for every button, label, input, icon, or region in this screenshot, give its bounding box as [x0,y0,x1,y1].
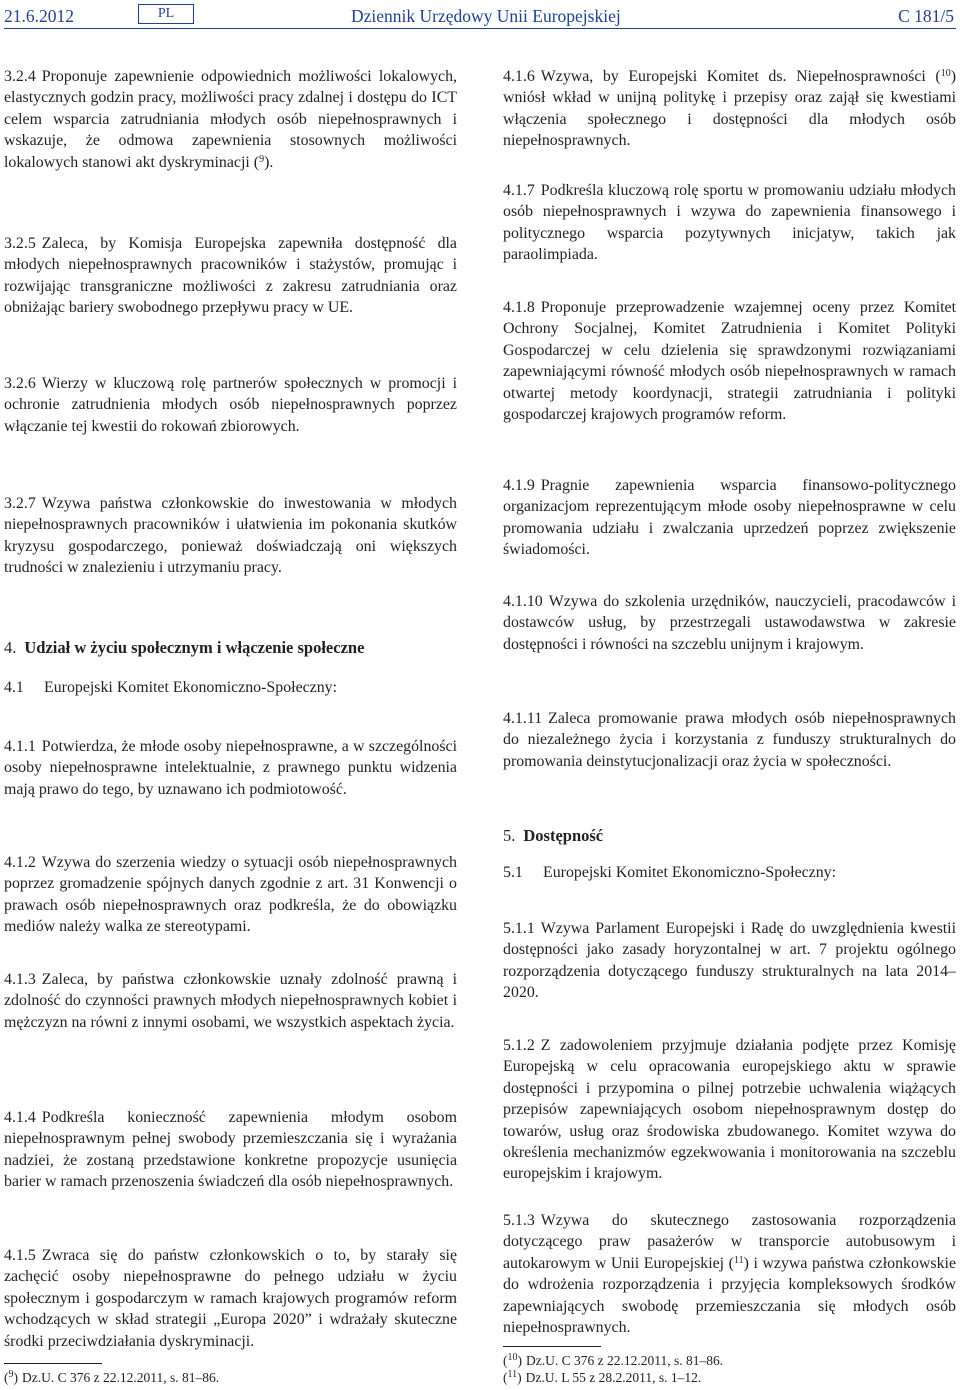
footnote-number: 10 [507,1352,518,1363]
subsection-text: Europejski Komitet Ekonomiczno-Społeczny: [44,679,338,696]
paragraph-3-2-5 [4,233,457,319]
paragraph-5-1-3 [503,1210,956,1338]
paragraph-number: 3.2.5 [4,235,36,252]
subsection-number: 4.1 [4,679,24,696]
paragraph-number: 4.1.11 [503,710,543,727]
paragraph-number: 5.1.3 [503,1212,535,1229]
journal-title: Dziennik Urzędowy Unii Europejskiej [351,6,621,26]
section-number: 4. [4,638,17,657]
section-heading-4 [4,637,457,658]
paragraph-3-2-4 [4,66,457,173]
paragraph-number: 4.1.10 [503,593,543,610]
page-header [0,4,960,34]
section-number: 5. [503,826,516,845]
paragraph-5-1-1 [503,918,956,1004]
paragraph-number: 3.2.6 [4,375,36,392]
paragraph-number: 4.1.8 [503,299,535,316]
paragraph-number: 4.1.3 [4,971,36,988]
paragraph-4-1-5 [4,1245,457,1352]
paragraph-4-1-9 [503,475,956,561]
paragraph-text: Wzywa, by Europejski Komitet ds. Niepełnosprawności ( [540,68,941,85]
paragraph-number: 4.1.7 [503,182,535,199]
footnote-number: 9 [8,1369,14,1380]
paragraph-number: 5.1.2 [503,1037,535,1054]
paragraph-text: Pragnie zapewnienia wsparcia finansowo-politycznego organizacjom reprezentującym młode osoby niepełnosprawne w celu promowania udziału i zwalczania uprzedzeń poprzez zwiększenie świadomości. [503,477,956,559]
footnote-mark: ($^9$) [4,1369,18,1385]
section-title: Dostępność [523,826,604,845]
paragraph-4-1-1 [4,736,457,800]
subsection-5-1 [503,862,956,883]
subsection-text: Europejski Komitet Ekonomiczno-Społeczny: [543,864,837,881]
paragraph-text: Wzywa do szerzenia wiedzy o sytuacji osób niepełnosprawnych poprzez gromadzenie spójnych danych zgodnie z art. 31 Konwencji o prawach osób niepełnosprawnych oraz podkreśla, że do obowiązku mediów należy walka ze stereotypami. [4,854,457,936]
page-reference: C 181/5 [898,6,954,26]
paragraph-text: Podkreśla konieczność zapewnienia młodym osobom niepełnosprawnym pełnej swobody przemieszczania się i wyrażania nadziei, że zostaną przedstawione konkretne propozycje usunięcia barier w ramach przenoszenia świadczeń dla osób niepełnosprawnych. [4,1109,457,1191]
footnote-11 [503,1369,701,1386]
section-title: Udział w życiu społecznym i włączenie społeczne [24,638,365,657]
paragraph-number: 4.1.6 [503,68,535,85]
footnote-text: Dz.U. C 376 z 22.12.2011, s. 81–86. [22,1370,220,1385]
paragraph-text: Proponuje przeprowadzenie wzajemnej oceny przez Komitet Ochrony Socjalnej, Komitet Zatrudnienia i Komitet Polityki Gospodarczej w celu dzielenia się sprawdzonymi rozwiązaniami zapewniającymi równość młodych osób niepełnosprawnych w ramach otwartej metody koordynacji, strategii zatrudniania i polityki gospodarczej krajowych programów reform. [503,299,956,424]
paragraph-3-2-7 [4,493,457,579]
paragraph-number: 4.1.5 [4,1247,36,1264]
paragraph-text: Zaleca promowanie prawa młodych osób niepełnosprawnych do niezależnego życia i korzystania z funduszy strukturalnych do promowania deinstytucjonalizacji oraz życia w społeczności. [503,710,956,770]
footnote-number: 11 [507,1369,518,1380]
paragraph-number: 4.1.1 [4,738,36,755]
paragraph-text: Potwierdza, że młode osoby niepełnosprawne, a w szczególności osoby niepełnosprawne intelektualnie, z prawnego punktu widzenia mają prawo do tego, by uznawano ich podmiotowość. [4,738,457,798]
paragraph-text: Zaleca, by państwa członkowskie uznały zdolność prawną i zdolność do czynności prawnych młodych niepełnosprawnych kobiet i mężczyzn na równi z innymi osobami, we wszystkich aspektach życia. [4,971,457,1031]
paragraph-number: 4.1.9 [503,477,535,494]
paragraph-text: Zwraca się do państw członkowskich o to, by starały się zachęcić osoby niepełnosprawne do pełnego udziału w życiu społecznym i gospodarczym w ramach krajowych programów reform wchodzących w skład strategii „Europa 2020” i wdrażały skuteczne środki przeciwdziałania dyskryminacji. [4,1247,457,1350]
paragraph-4-1-2 [4,852,457,938]
paragraph-number: 4.1.2 [4,854,36,871]
paragraph-4-1-7 [503,180,956,266]
footnote-ref[interactable]: 11 [733,1254,744,1266]
paragraph-number: 3.2.7 [4,495,36,512]
paragraph-4-1-10 [503,591,956,655]
paragraph-text: Wierzy w kluczową rolę partnerów społecznych w promocji i ochronie zatrudnienia młodych osób niepełnosprawnych poprzez włączanie tej kwestii do rokowań zbiorowych. [4,375,457,435]
paragraph-text-tail: ). [264,153,274,171]
footnote-10 [503,1352,723,1369]
subsection-4-1 [4,677,457,698]
paragraph-number: 3.2.4 [4,68,36,85]
subsection-number: 5.1 [503,864,523,881]
paragraph-3-2-6 [4,373,457,437]
paragraph-4-1-8 [503,297,956,425]
paragraph-5-1-2 [503,1035,956,1185]
paragraph-text: Wzywa do szkolenia urzędników, nauczycieli, pracodawców i dostawców usług, by przestrzegali ustawodawstwa w zakresie dostępności i równości na szczeblu unijnym i krajowym. [503,593,956,653]
footnote-rule [4,1363,102,1364]
language-badge: PL [138,4,194,24]
footnote-mark: ($^{10}$) [503,1352,522,1368]
paragraph-text: Wzywa Parlament Europejski i Radę do uwzględnienia kwestii dostępności jako zasady horyzontalnej w art. 7 projektu ogólnego rozporządzenia dotyczącego funduszy strukturalnych na lata 2014–2020. [503,920,956,1002]
paragraph-4-1-6 [503,66,956,152]
paragraph-4-1-3 [4,969,457,1033]
footnote-ref[interactable]: 10 [940,68,951,79]
paragraph-number: 4.1.4 [4,1109,36,1126]
paragraph-text: Wzywa państwa członkowskie do inwestowania w młodych niepełnosprawnych pracowników i ułatwienia im pokonania skutków kryzysu gospodarczego, ponieważ doświadczają oni większych trudności w znalezieniu i utrzymaniu pracy. [4,495,457,577]
section-heading-5 [503,825,956,846]
paragraph-text-tail: ) i wzywa państwa członkowskie do wdrożenia rozporządzenia i przyjęcia kompleksowych środków zapewniających swobodę przemieszczania się młodych osób niepełnosprawnych. [503,1254,956,1337]
publication-date: 21.6.2012 [4,6,74,26]
footnote-text: Dz.U. L 55 z 28.2.2011, s. 1–12. [525,1370,702,1385]
footnote-rule [503,1346,601,1347]
paragraph-text: Proponuje zapewnienie odpowiednich możliwości lokalowych, elastycznych godzin pracy, możliwości pracy zdalnej i dostępu do ICT celem wsparcia zatrudniania młodych osób niepełnosprawnych i wskazuje, że odmowa zapewnienia stosownych możliwości lokalowych stanowi akt dyskryminacji ( [4,68,457,171]
footnote-text: Dz.U. C 376 z 22.12.2011, s. 81–86. [526,1353,724,1368]
paragraph-4-1-11 [503,708,956,772]
paragraph-text-tail: ) wniósł wkład w unijną politykę i przepisy oraz zajął się kwestiami włączenia społecznego i dostępności dla młodych osób niepełnosprawnych. [503,68,956,150]
paragraph-number: 5.1.1 [503,920,535,937]
paragraph-4-1-4 [4,1107,457,1193]
paragraph-text: Z zadowoleniem przyjmuje działania podjęte przez Komisję Europejską w celu opracowania europejskiego aktu w sprawie dostępności i przypomina o pilnej potrzebie uchwalenia wiążących przepisów zapewniających osobom niepełnosprawnym dostęp do towarów, usług oraz środowiska zbudowanego. Komitet wzywa do określenia mechanizmów egzekwowania i monitorowania na szczeblu europejskim i krajowym. [503,1037,956,1183]
paragraph-text: Zaleca, by Komisja Europejska zapewniła dostępność dla młodych niepełnosprawnych pracowników i stażystów, promując i rozwijając transgraniczne możliwości z zakresu zatrudniania oraz obniżając bariery swobodnego przepływu pracy w UE. [4,235,457,317]
footnote-mark: ($^{11}$) [503,1369,522,1385]
paragraph-text: Podkreśla kluczową rolę sportu w promowaniu udziału młodych osób niepełnosprawnych i wzywa do zapewnienia finansowego i politycznego wsparcia pozytywnych inicjatyw, takich jak paraolimpiada. [503,182,956,264]
footnote-9 [4,1369,219,1386]
footnote-ref[interactable]: 9 [259,153,265,165]
paragraph-text: Wzywa do skutecznego zastosowania rozporządzenia dotyczącego praw pasażerów w transporcie autobusowym i autokarowym w Unii Europejskiej ( [503,1212,956,1272]
header-rule [4,28,956,29]
